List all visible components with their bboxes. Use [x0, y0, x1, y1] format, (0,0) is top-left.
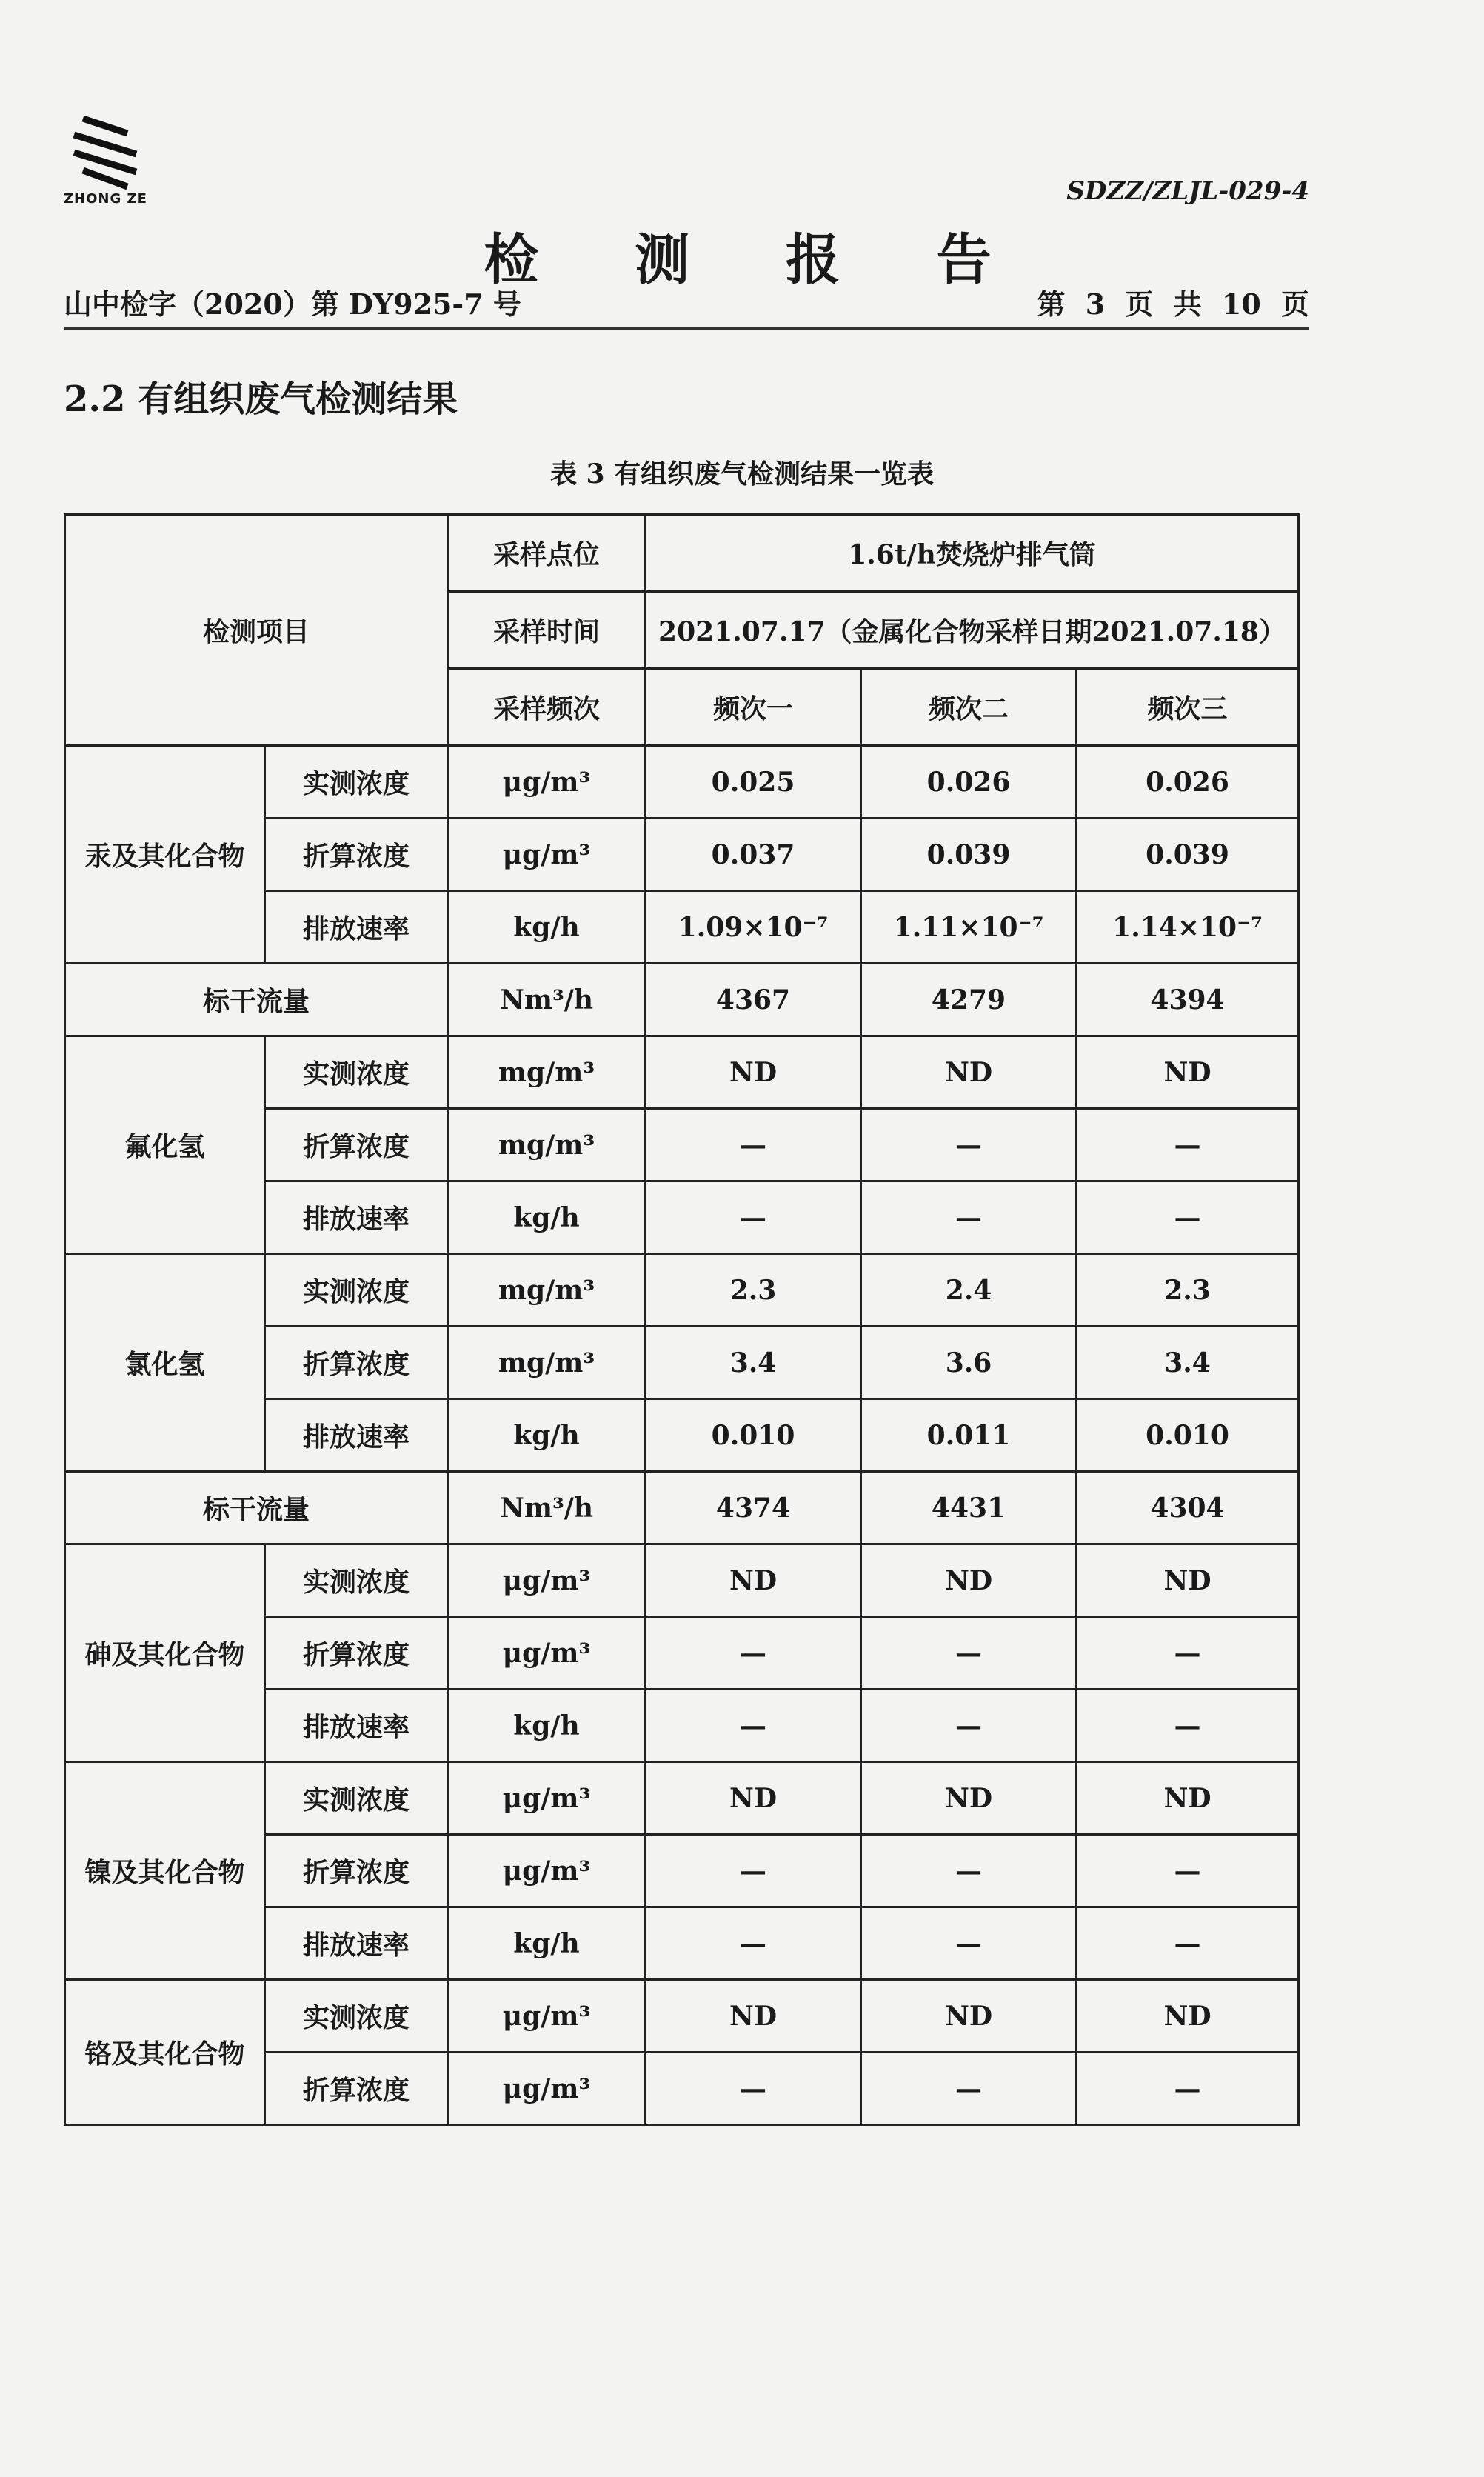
table-caption: 表 3 有组织废气检测结果一览表	[549, 459, 935, 490]
value-cell: —	[1077, 1690, 1299, 1762]
value-cell: —	[646, 1617, 861, 1690]
value-cell: —	[861, 1690, 1077, 1762]
header-divider	[64, 327, 1309, 330]
value-cell: 0.039	[861, 819, 1077, 891]
parameter-cell: 排放速率	[265, 1399, 448, 1472]
value-cell: 0.025	[646, 746, 861, 819]
unit-cell: kg/h	[448, 1690, 646, 1762]
value-cell: 3.4	[1077, 1327, 1299, 1399]
parameter-cell: 实测浓度	[265, 1254, 448, 1327]
value-cell: 4374	[646, 1472, 861, 1544]
item-header-cell: 检测项目	[65, 515, 448, 746]
frequency-label: 采样频次	[448, 669, 646, 746]
value-cell: —	[861, 1181, 1077, 1254]
document-code: SDZZ/ZLJL-029-4	[1066, 176, 1309, 206]
parameter-cell: 排放速率	[265, 1690, 448, 1762]
report-number: 山中检字（2020）第 DY925-7 号	[64, 287, 521, 321]
logo-text: ZHONG ZE	[64, 191, 147, 207]
value-cell: 2.3	[1077, 1254, 1299, 1327]
value-cell: 1.09×10⁻⁷	[646, 891, 861, 964]
item-name-cell: 汞及其化合物	[65, 746, 265, 964]
table-row	[65, 746, 1299, 819]
value-cell: —	[861, 1835, 1077, 1907]
value-cell: ND	[1077, 1762, 1299, 1835]
table-row	[65, 1472, 1299, 1544]
table-row	[65, 1544, 1299, 1617]
unit-cell: μg/m³	[448, 1835, 646, 1907]
value-cell: 3.6	[861, 1327, 1077, 1399]
value-cell: 1.11×10⁻⁷	[861, 891, 1077, 964]
unit-cell: mg/m³	[448, 1327, 646, 1399]
value-cell: 0.026	[1077, 746, 1299, 819]
value-cell: 1.14×10⁻⁷	[1077, 891, 1299, 964]
table-row	[65, 964, 1299, 1036]
value-cell: —	[1077, 2053, 1299, 2125]
table-row	[65, 1036, 1299, 1109]
item-name-cell: 氯化氢	[65, 1254, 265, 1472]
item-name-cell: 标干流量	[65, 964, 448, 1036]
unit-cell: μg/m³	[448, 1617, 646, 1690]
unit-cell: μg/m³	[448, 2053, 646, 2125]
sampling-point-value: 1.6t/h焚烧炉排气筒	[646, 515, 1299, 592]
company-logo-icon	[68, 111, 150, 200]
unit-cell: mg/m³	[448, 1036, 646, 1109]
unit-cell: kg/h	[448, 891, 646, 964]
value-cell: ND	[646, 1036, 861, 1109]
item-name-cell: 标干流量	[65, 1472, 448, 1544]
unit-cell: kg/h	[448, 1181, 646, 1254]
unit-cell: kg/h	[448, 1907, 646, 1980]
unit-cell: μg/m³	[448, 1980, 646, 2053]
value-cell: 4304	[1077, 1472, 1299, 1544]
item-name-cell: 氟化氢	[65, 1036, 265, 1254]
parameter-cell: 实测浓度	[265, 1762, 448, 1835]
page-number: 第 3 页 共 10 页	[1037, 287, 1309, 321]
value-cell: ND	[646, 1980, 861, 2053]
parameter-cell: 折算浓度	[265, 819, 448, 891]
value-cell: —	[646, 1690, 861, 1762]
value-cell: ND	[861, 1762, 1077, 1835]
value-cell: 3.4	[646, 1327, 861, 1399]
value-cell: 0.039	[1077, 819, 1299, 891]
value-cell: ND	[861, 1544, 1077, 1617]
parameter-cell: 排放速率	[265, 1181, 448, 1254]
unit-cell: μg/m³	[448, 819, 646, 891]
value-cell: 0.026	[861, 746, 1077, 819]
value-cell: —	[1077, 1181, 1299, 1254]
value-cell: —	[646, 2053, 861, 2125]
value-cell: 0.010	[646, 1399, 861, 1472]
value-cell: —	[861, 2053, 1077, 2125]
sampling-point-label: 采样点位	[448, 515, 646, 592]
parameter-cell: 实测浓度	[265, 1036, 448, 1109]
unit-cell: Nm³/h	[448, 1472, 646, 1544]
parameter-cell: 折算浓度	[265, 1109, 448, 1181]
value-cell: ND	[861, 1036, 1077, 1109]
value-cell: —	[861, 1617, 1077, 1690]
value-cell: ND	[646, 1544, 861, 1617]
value-cell: ND	[1077, 1036, 1299, 1109]
unit-cell: Nm³/h	[448, 964, 646, 1036]
value-cell: ND	[646, 1762, 861, 1835]
sampling-time-value: 2021.07.17（金属化合物采样日期2021.07.18）	[646, 592, 1299, 669]
parameter-cell: 实测浓度	[265, 1544, 448, 1617]
value-cell: —	[1077, 1835, 1299, 1907]
sampling-time-label: 采样时间	[448, 592, 646, 669]
parameter-cell: 排放速率	[265, 1907, 448, 1980]
frequency-header: 频次一	[646, 669, 861, 746]
unit-cell: mg/m³	[448, 1254, 646, 1327]
value-cell: —	[646, 1181, 861, 1254]
value-cell: ND	[1077, 1544, 1299, 1617]
parameter-cell: 折算浓度	[265, 2053, 448, 2125]
value-cell: 2.3	[646, 1254, 861, 1327]
item-name-cell: 砷及其化合物	[65, 1544, 265, 1762]
frequency-header: 频次二	[861, 669, 1077, 746]
value-cell: 4431	[861, 1472, 1077, 1544]
item-name-cell: 铬及其化合物	[65, 1980, 265, 2125]
parameter-cell: 排放速率	[265, 891, 448, 964]
value-cell: 4279	[861, 964, 1077, 1036]
value-cell: 0.037	[646, 819, 861, 891]
value-cell: —	[1077, 1109, 1299, 1181]
parameter-cell: 实测浓度	[265, 746, 448, 819]
unit-cell: mg/m³	[448, 1109, 646, 1181]
report-title: 检 测 报 告	[484, 228, 1030, 292]
value-cell: 0.010	[1077, 1399, 1299, 1472]
unit-cell: μg/m³	[448, 746, 646, 819]
section-heading: 2.2 有组织废气检测结果	[64, 379, 458, 420]
results-table	[64, 513, 1300, 2126]
table-row	[65, 1762, 1299, 1835]
value-cell: 0.011	[861, 1399, 1077, 1472]
table-header-row	[65, 515, 1299, 592]
value-cell: ND	[1077, 1980, 1299, 2053]
value-cell: —	[646, 1109, 861, 1181]
unit-cell: kg/h	[448, 1399, 646, 1472]
frequency-header: 频次三	[1077, 669, 1299, 746]
table-row	[65, 1980, 1299, 2053]
parameter-cell: 折算浓度	[265, 1617, 448, 1690]
parameter-cell: 折算浓度	[265, 1327, 448, 1399]
value-cell: 4367	[646, 964, 861, 1036]
table-row	[65, 1254, 1299, 1327]
value-cell: 4394	[1077, 964, 1299, 1036]
value-cell: —	[1077, 1907, 1299, 1980]
value-cell: —	[861, 1109, 1077, 1181]
unit-cell: μg/m³	[448, 1544, 646, 1617]
item-name-cell: 镍及其化合物	[65, 1762, 265, 1980]
parameter-cell: 折算浓度	[265, 1835, 448, 1907]
parameter-cell: 实测浓度	[265, 1980, 448, 2053]
value-cell: —	[646, 1907, 861, 1980]
unit-cell: μg/m³	[448, 1762, 646, 1835]
value-cell: 2.4	[861, 1254, 1077, 1327]
value-cell: —	[861, 1907, 1077, 1980]
value-cell: ND	[861, 1980, 1077, 2053]
value-cell: —	[646, 1835, 861, 1907]
value-cell: —	[1077, 1617, 1299, 1690]
